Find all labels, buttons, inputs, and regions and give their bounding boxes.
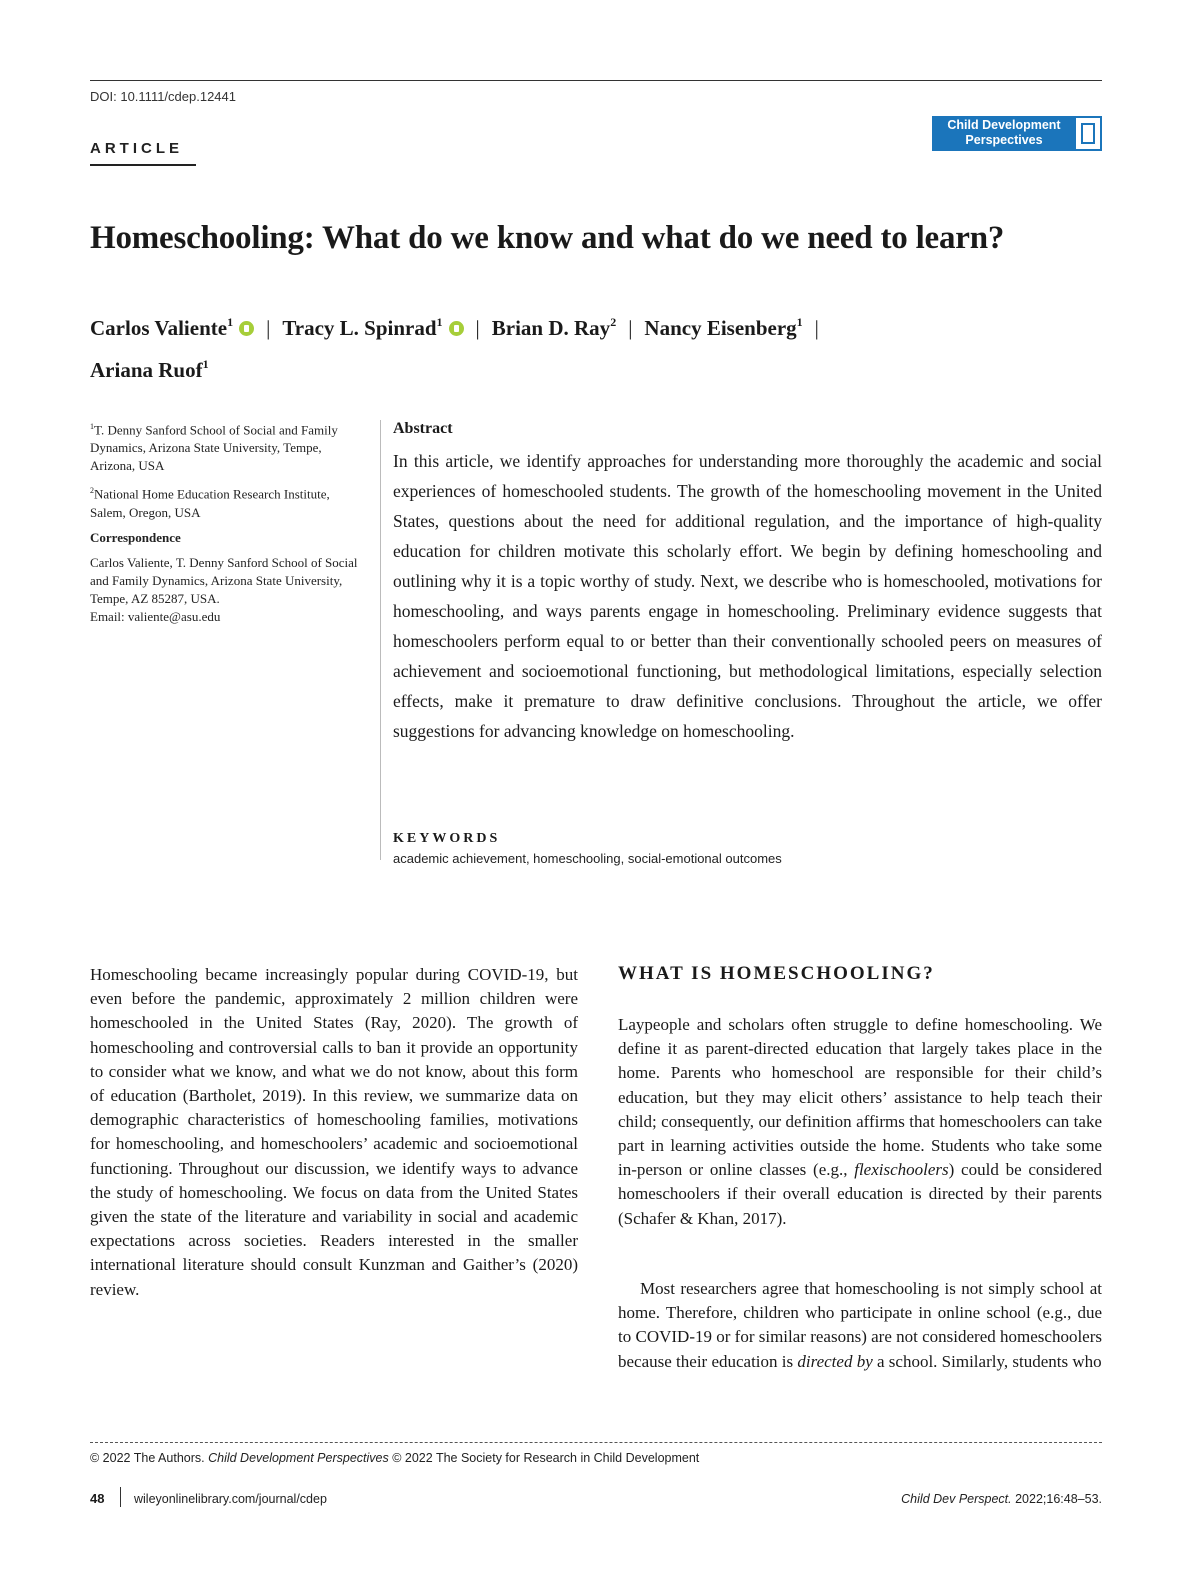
body-paragraph-2: Most researchers agree that homeschooling is not simply school at home. Therefore, children who participate in online school (e.g., due to COVID-19 or for similar reasons) are not considered homeschoolers because their education is directed by a school. Similarly, students who [618,1279,1102,1371]
affiliations [90,418,360,626]
body-paragraph-1: Laypeople and scholars often struggle to define homeschooling. We define it as parent-directed education that largely takes place in the home. Parents who homeschool are responsible for their child’s education, but they may elicit others’ assistance to help teach their child; consequently, our definition affirms that homeschoolers can take part in learning activities outside the home. Students who take some in-person or online classes (e.g., flexischoolers) could be considered homeschoolers if their overall education is directed by their parents (Schafer & Khan, 2017). [618,1015,1102,1228]
article-type-label: ARTICLE [90,140,183,157]
society-seal-icon [1076,118,1100,149]
author[interactable]: Nancy Eisenberg$^1$ [644,315,803,340]
correspondence-heading: Correspondence [90,529,181,545]
author-separator: | [814,316,819,340]
intro-paragraph: Homeschooling became increasingly popular during COVID-19, but even before the pandemic, approximately 2 million children were homeschooled in the United States (Ray, 2020). The growth of homeschooling and controversial calls to ban it provide an opportunity to consider what we know, and what we do not know, about this form of education (Bartholet, 2019). In this review, we summarize data on demographic characteristics of homeschooling families, motivations for homeschooling, and homeschoolers’ academic and socioemotional functioning. Throughout our discussion, we identify ways to advance the study of homeschooling. We focus on data from the United States given the state of the literature and variability in social and academic expectations across societies. Readers interested in the smaller international literature should consult Kunzman and Gaither’s (2020) review. [90,965,578,1299]
journal-url[interactable]: wileyonlinelibrary.com/journal/cdep [134,1492,327,1506]
author-list [90,304,1102,388]
orcid-icon[interactable] [239,321,254,336]
correspondence-details: Carlos Valiente, T. Denny Sanford School of Social and Family Dynamics, Arizona State University, Tempe, AZ 85287, USA. Email: valiente@asu.edu [90,554,358,624]
abstract-divider [380,420,381,860]
author[interactable]: Brian D. Ray$^2$ [491,315,617,340]
abstract-heading: Abstract [393,420,453,437]
affiliation-2: $^2$National Home Education Research Institute, Salem, Oregon, USA [90,486,330,520]
article-label-rule [90,164,196,166]
author-separator: | [628,316,633,340]
keywords-heading: KEYWORDS [393,831,501,846]
author[interactable]: Carlos Valiente$^1$ [90,315,234,340]
journal-logo-line2: Perspectives [965,133,1043,147]
author-separator: | [475,316,480,340]
author[interactable]: Tracy L. Spinrad$^1$ [282,315,443,340]
section-heading: WHAT IS HOMESCHOOLING? [618,963,935,984]
doi[interactable]: DOI: 10.1111/cdep.12441 [90,89,236,104]
correspondence-email[interactable]: Email: valiente@asu.edu [90,608,221,624]
affiliation-1: $^1$T. Denny Sanford School of Social and Family Dynamics, Arizona State University, Tempe, Arizona, USA [90,422,338,474]
author-separator: | [266,316,271,340]
citation: Child Dev Perspect. 2022;16:48–53. [901,1492,1102,1506]
author[interactable]: Ariana Ruof$^1$ [90,357,209,382]
footer-rule [90,1442,1102,1443]
journal-logo-text [932,116,1076,151]
page-number: 48 [90,1491,105,1506]
article-title: Homeschooling: What do we know and what do we need to learn? [90,220,1005,256]
header-rule [90,80,1102,81]
copyright-notice: © 2022 The Authors. Child Development Perspectives © 2022 The Society for Research in Child Development [90,1451,700,1465]
journal-logo-line1: Child Development [947,118,1061,132]
journal-logo[interactable] [932,116,1102,151]
orcid-icon[interactable] [449,321,464,336]
abstract-text: In this article, we identify approaches for understanding more thoroughly the academic and social experiences of homeschooled students. The growth of the homeschooling movement in the United States, questions about the need for additional regulation, and the importance of high-quality education for children motivate this scholarly effort. We begin by defining homeschooling and outlining why it is a topic worthy of study. Next, we describe who is homeschooled, motivations for homeschooling, and ways parents engage in homeschooling. Preliminary evidence suggests that homeschoolers perform equal to or better than their conventionally schooled peers on measures of achievement and socioemotional functioning, but methodological limitations, especially selection effects, make it premature to draw definitive conclusions. Throughout the article, we offer suggestions for advancing knowledge on homeschooling. [393,451,1102,741]
footer-separator [120,1487,121,1507]
keywords-list: academic achievement, homeschooling, social-emotional outcomes [393,851,782,866]
